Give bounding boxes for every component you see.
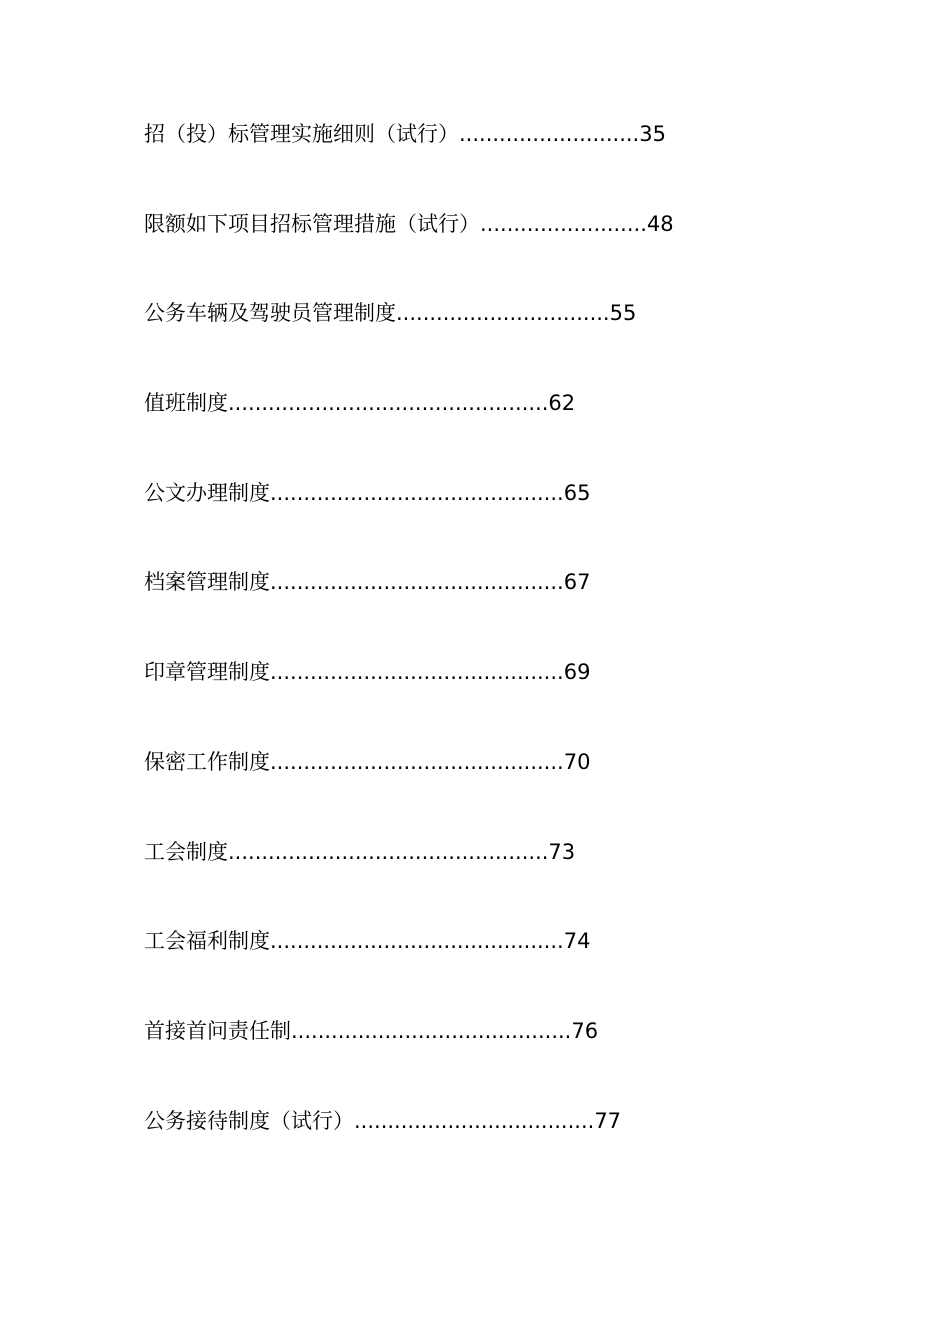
toc-dot-leader: ........................... xyxy=(459,122,640,146)
toc-page-number: 77 xyxy=(594,1108,622,1133)
toc-entry-title: 值班制度 xyxy=(144,391,228,416)
toc-entry[interactable] xyxy=(144,117,674,207)
toc-entry-title: 首接首问责任制 xyxy=(144,1018,291,1043)
toc-dot-leader: .......................................... xyxy=(291,1018,572,1043)
toc-entry-title: 公务车辆及驾驶员管理制度 xyxy=(144,301,396,326)
toc-entry[interactable] xyxy=(144,207,674,297)
toc-entry[interactable] xyxy=(144,924,674,1014)
toc-entry[interactable] xyxy=(144,476,674,566)
toc-entry-title: 工会福利制度 xyxy=(144,929,270,954)
toc-page-number: 70 xyxy=(563,749,591,774)
toc-dot-leader: ................................................ xyxy=(228,391,549,416)
toc-dot-leader: ............................................ xyxy=(270,749,564,774)
toc-entry[interactable] xyxy=(144,565,674,655)
toc-dot-leader: ............................................ xyxy=(270,929,564,954)
toc-entry-title: 招（投）标管理实施细则（试行） xyxy=(144,122,459,146)
toc-dot-leader: ................................ xyxy=(396,301,610,326)
toc-entry-title: 保密工作制度 xyxy=(144,749,270,774)
toc-entry[interactable] xyxy=(144,1014,674,1104)
toc-page-number: 67 xyxy=(563,570,591,595)
toc-page-number: 65 xyxy=(563,480,591,505)
toc-entry-title: 印章管理制度 xyxy=(144,660,270,685)
toc-entry[interactable] xyxy=(144,296,674,386)
toc-page-number: 73 xyxy=(548,839,576,864)
table-of-contents xyxy=(144,117,674,1193)
toc-dot-leader: .................................... xyxy=(354,1108,595,1133)
toc-dot-leader: ............................................ xyxy=(270,660,564,685)
toc-page-number: 76 xyxy=(571,1018,599,1043)
toc-dot-leader: ............................................ xyxy=(270,570,564,595)
toc-entry[interactable] xyxy=(144,386,674,476)
toc-entry[interactable] xyxy=(144,745,674,835)
toc-entry[interactable] xyxy=(144,835,674,925)
toc-dot-leader: ............................................ xyxy=(270,480,564,505)
toc-page-number: 35 xyxy=(639,122,666,146)
toc-entry-title: 工会制度 xyxy=(144,839,228,864)
toc-entry[interactable] xyxy=(144,1104,674,1194)
toc-dot-leader: ................................................ xyxy=(228,839,549,864)
toc-dot-leader: ......................... xyxy=(480,211,647,236)
toc-page-number: 55 xyxy=(609,301,637,326)
toc-page-number: 62 xyxy=(548,391,576,416)
toc-entry-title: 公文办理制度 xyxy=(144,480,270,505)
toc-entry-title: 公务接待制度（试行） xyxy=(144,1108,354,1133)
toc-entry-title: 限额如下项目招标管理措施（试行） xyxy=(144,211,480,236)
toc-entry[interactable] xyxy=(144,655,674,745)
toc-page-number: 48 xyxy=(646,211,674,236)
toc-entry-title: 档案管理制度 xyxy=(144,570,270,595)
toc-page-number: 74 xyxy=(563,929,591,954)
toc-page-number: 69 xyxy=(563,660,591,685)
